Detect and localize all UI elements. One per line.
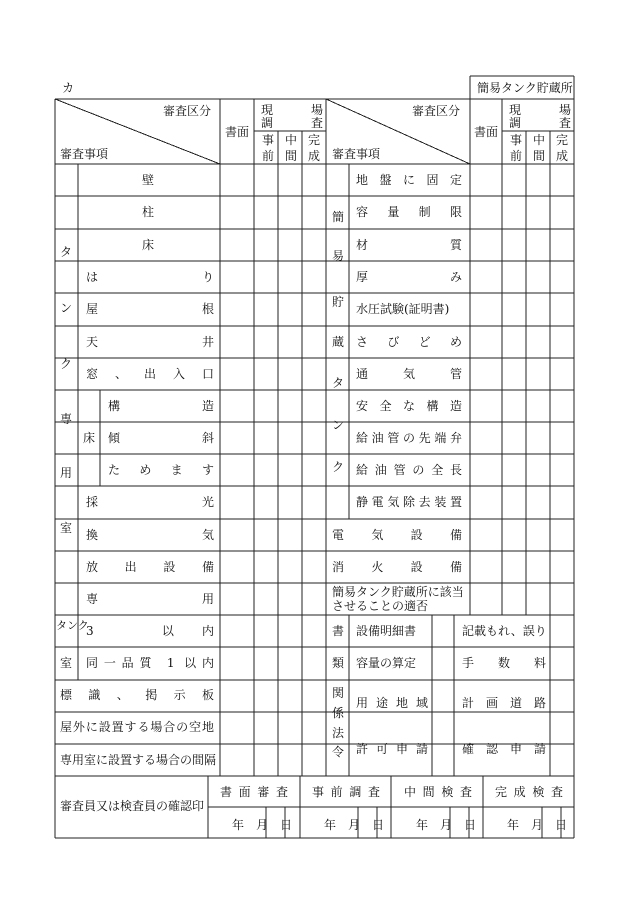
- mid-label-right: 中 間: [533, 133, 546, 163]
- stage-completion-inspection: 完成検査: [495, 785, 563, 799]
- header-label-left: カ: [62, 81, 75, 95]
- row-applicability-1: 簡易タンク貯蔵所に該当: [332, 585, 464, 599]
- row-discharge: 放出設備: [86, 560, 214, 574]
- row-signage: 標識、掲示板: [60, 688, 214, 702]
- row-capacity-limit: 容量制限: [356, 205, 462, 219]
- row-dedicated: 専用: [86, 592, 214, 606]
- row-permit: 許可申請: [356, 742, 428, 756]
- floor-group-label: 床: [83, 431, 96, 445]
- category-label-left: 審査区分: [163, 104, 212, 118]
- row-window: 窓、出入口: [86, 367, 214, 381]
- row-lighting: 採光: [86, 495, 214, 509]
- group-tank-room2-line2: 室: [60, 656, 73, 670]
- row-land-use: 用途地域: [356, 696, 428, 710]
- row-electrical: 電気設備: [332, 528, 462, 542]
- pre-label-right: 事 前: [510, 133, 523, 163]
- document-label-right: 書面: [474, 125, 499, 139]
- row-floor-slope: 傾斜: [108, 431, 214, 445]
- row-same-quality: 同一品質 1 以内: [86, 656, 214, 670]
- row-floor: 床: [142, 238, 155, 252]
- row-outdoor-space: 屋外に設置する場合の空地: [60, 720, 214, 734]
- group-tank-room-char: 室: [60, 521, 73, 535]
- group-tank-room2-line1: タンク: [56, 619, 89, 632]
- row-thickness: 厚み: [356, 270, 462, 284]
- row-fee: 手数料: [462, 656, 546, 670]
- row-applicability-2: させることの適否: [332, 599, 429, 613]
- group-laws-char: 令: [332, 745, 345, 759]
- row-planned-road: 計画道路: [462, 696, 546, 710]
- group-tank-char: タ: [332, 376, 345, 390]
- row-omissions: 記載もれ、誤り: [462, 624, 547, 638]
- group-laws-char: 法: [332, 726, 345, 740]
- group-tank-char: 蔵: [332, 335, 345, 349]
- row-static-removal: 静電気除去装置: [356, 495, 462, 509]
- stage-mid-inspection: 中間検査: [404, 785, 472, 799]
- mid-label-left: 中 間: [285, 133, 298, 163]
- row-pressure-test: 水圧試験(証明書): [356, 302, 450, 316]
- row-beam: はり: [86, 270, 214, 284]
- row-fire-extinguishing: 消火設備: [332, 560, 462, 574]
- row-vent-pipe: 通気管: [356, 367, 462, 381]
- row-indoor-spacing: 専用室に設置する場合の間隔: [60, 753, 217, 767]
- item-label-right: 審査事項: [332, 147, 381, 161]
- group-tank-char: 貯: [332, 295, 345, 309]
- group-tank-room-char: 用: [60, 466, 73, 480]
- item-label-left: 審査事項: [60, 147, 109, 161]
- comp-label-left: 完 成: [308, 133, 321, 163]
- onsite-label-left-2: 調 査: [261, 116, 323, 130]
- group-documents-char: 書: [332, 624, 345, 638]
- group-tank-char: ク: [332, 460, 345, 474]
- row-wall: 壁: [142, 173, 155, 187]
- form-title: 簡易タンク貯蔵所: [477, 81, 573, 95]
- row-ceiling: 天井: [86, 335, 214, 349]
- row-safe-structure: 安全な構造: [356, 399, 462, 413]
- row-ventilation: 換気: [86, 528, 214, 542]
- category-label-right: 審査区分: [412, 104, 461, 118]
- group-tank-room-char: ン: [60, 301, 73, 315]
- group-tank-char: 簡: [332, 210, 345, 224]
- row-material: 材質: [356, 238, 462, 252]
- document-label-left: 書面: [225, 125, 250, 139]
- onsite-label-left-1: 現 場: [261, 103, 323, 117]
- comp-label-right: 完 成: [556, 133, 569, 163]
- group-tank-char: 易: [332, 249, 345, 263]
- pre-label-left: 事 前: [262, 133, 275, 163]
- row-capacity-calc: 容量の算定: [356, 656, 417, 670]
- stage-date-4: 年 月 日: [507, 818, 568, 832]
- group-documents-char: 類: [332, 656, 345, 670]
- confirm-seal-label: 審査員又は検査員の確認印: [60, 799, 205, 813]
- row-nozzle-valve: 給油管の先端弁: [356, 431, 462, 445]
- group-laws-char: 係: [332, 706, 345, 720]
- row-within-3: 3 以内: [86, 624, 214, 638]
- stage-date-1: 年 月 日: [232, 818, 293, 832]
- onsite-label-right-1: 現 場: [509, 103, 571, 117]
- stage-pre-survey: 事前調査: [312, 785, 380, 799]
- row-floor-sump: ためます: [108, 463, 214, 477]
- group-tank-char: ン: [332, 418, 345, 432]
- row-ground-fix: 地盤に固定: [356, 173, 462, 187]
- group-laws-char: 関: [332, 686, 345, 700]
- group-tank-room-char: ク: [60, 357, 73, 371]
- row-roof: 屋根: [86, 302, 214, 316]
- row-building-confirm: 確認申請: [462, 742, 546, 756]
- row-rust-prevention: さびどめ: [356, 335, 462, 349]
- row-pillar: 柱: [142, 205, 155, 219]
- stage-document-review: 書面審査: [220, 785, 288, 799]
- row-floor-structure: 構造: [108, 399, 214, 413]
- stage-date-2: 年 月 日: [324, 818, 385, 832]
- onsite-label-right-2: 調 査: [509, 116, 571, 130]
- group-tank-room-char: 専: [60, 412, 73, 426]
- group-tank-room-char: タ: [60, 245, 73, 259]
- row-hose-length: 給油管の全長: [356, 463, 462, 477]
- stage-date-3: 年 月 日: [416, 818, 477, 832]
- row-equipment-spec: 設備明細書: [356, 624, 417, 638]
